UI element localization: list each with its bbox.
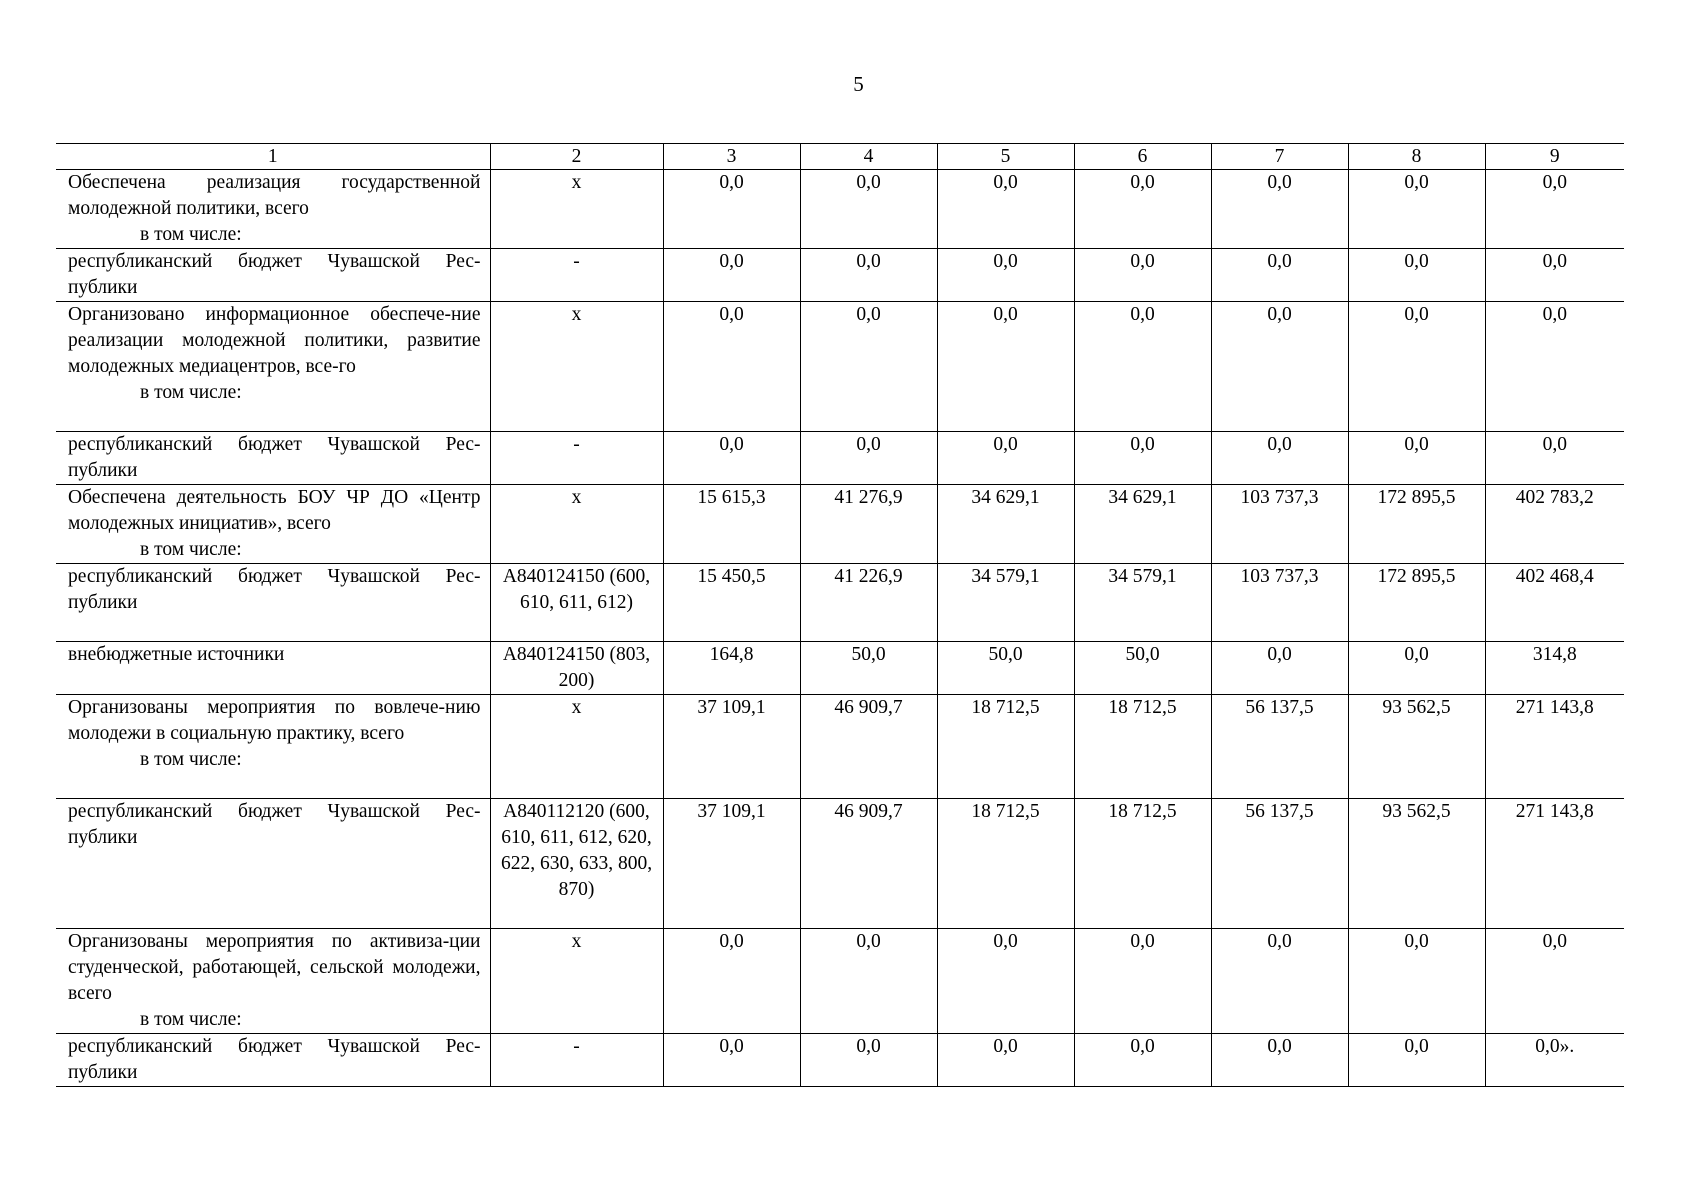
row-value-col-3: 164,8 [663, 642, 800, 695]
row-code: - [490, 432, 663, 485]
row-name: внебюджетные источники [68, 644, 285, 665]
row-value-col-7: 0,0 [1211, 432, 1348, 485]
column-header-6: 6 [1074, 144, 1211, 170]
row-name: Организованы мероприятия по вовлече-нию молодежи в социальную практику, всего [68, 697, 481, 744]
row-value-col-5: 0,0 [937, 249, 1074, 302]
row-value-col-7: 0,0 [1211, 929, 1348, 1034]
row-value-col-6: 0,0 [1074, 929, 1211, 1034]
row-code: x [490, 302, 663, 432]
row-value-col-3: 0,0 [663, 249, 800, 302]
row-value-col-3: 0,0 [663, 432, 800, 485]
row-value-col-7: 0,0 [1211, 642, 1348, 695]
row-value-col-4: 41 226,9 [800, 564, 937, 642]
row-value-col-3: 37 109,1 [663, 799, 800, 929]
row-value-col-5: 0,0 [937, 1034, 1074, 1087]
row-value-col-9: 402 468,4 [1485, 564, 1624, 642]
row-name: республиканский бюджет Чувашской Рес-публики [68, 566, 481, 613]
row-value-col-4: 0,0 [800, 1034, 937, 1087]
row-name: республиканский бюджет Чувашской Рес-публики [68, 434, 481, 481]
row-name-cell [56, 432, 490, 485]
row-name-cell [56, 249, 490, 302]
row-value-col-3: 0,0 [663, 1034, 800, 1087]
row-value-col-6: 0,0 [1074, 302, 1211, 432]
row-value-col-8: 0,0 [1348, 929, 1485, 1034]
row-value-col-8: 0,0 [1348, 170, 1485, 249]
row-value-col-8: 0,0 [1348, 1034, 1485, 1087]
row-value-col-4: 46 909,7 [800, 799, 937, 929]
row-name: Обеспечена реализация государственной молодежной политики, всего [68, 172, 481, 219]
row-value-col-3: 15 615,3 [663, 485, 800, 564]
header-row [56, 144, 1624, 170]
row-value-col-5: 34 579,1 [937, 564, 1074, 642]
row-value-col-5: 18 712,5 [937, 799, 1074, 929]
row-value-col-6: 34 629,1 [1074, 485, 1211, 564]
row-value-col-5: 0,0 [937, 170, 1074, 249]
row-name-cell [56, 799, 490, 929]
row-value-col-4: 46 909,7 [800, 695, 937, 799]
row-code: А840124150 (803, 200) [490, 642, 663, 695]
row-value-col-3: 0,0 [663, 302, 800, 432]
row-value-col-8: 0,0 [1348, 432, 1485, 485]
table-row [56, 1034, 1624, 1087]
row-value-col-7: 103 737,3 [1211, 564, 1348, 642]
row-value-col-6: 0,0 [1074, 249, 1211, 302]
row-value-col-6: 34 579,1 [1074, 564, 1211, 642]
column-header-2: 2 [490, 144, 663, 170]
row-value-col-3: 37 109,1 [663, 695, 800, 799]
row-subtitle: в том числе: [140, 539, 242, 560]
row-subtitle: в том числе: [140, 224, 242, 245]
row-value-col-8: 93 562,5 [1348, 799, 1485, 929]
row-value-col-6: 50,0 [1074, 642, 1211, 695]
row-value-col-7: 103 737,3 [1211, 485, 1348, 564]
budget-table [56, 143, 1624, 1087]
column-header-9: 9 [1485, 144, 1624, 170]
row-name-cell [56, 302, 490, 432]
row-code: А840124150 (600, 610, 611, 612) [490, 564, 663, 642]
table-row [56, 432, 1624, 485]
row-value-col-5: 18 712,5 [937, 695, 1074, 799]
row-subtitle: в том числе: [140, 382, 242, 403]
row-value-col-9: 271 143,8 [1485, 799, 1624, 929]
row-value-col-9: 402 783,2 [1485, 485, 1624, 564]
column-header-8: 8 [1348, 144, 1485, 170]
row-value-col-6: 18 712,5 [1074, 799, 1211, 929]
row-name-cell [56, 485, 490, 564]
row-value-col-5: 0,0 [937, 302, 1074, 432]
table-row [56, 564, 1624, 642]
row-name: республиканский бюджет Чувашской Рес-публики [68, 1036, 481, 1083]
row-value-col-3: 15 450,5 [663, 564, 800, 642]
row-code: x [490, 485, 663, 564]
row-value-col-8: 0,0 [1348, 642, 1485, 695]
row-code: - [490, 249, 663, 302]
row-value-col-6: 0,0 [1074, 432, 1211, 485]
row-value-col-4: 0,0 [800, 249, 937, 302]
row-code: А840112120 (600, 610, 611, 612, 620, 622, 630, 633, 800, 870) [490, 799, 663, 929]
row-value-col-4: 0,0 [800, 170, 937, 249]
table-body [56, 170, 1624, 1087]
row-value-col-5: 50,0 [937, 642, 1074, 695]
row-value-col-9: 0,0 [1485, 249, 1624, 302]
table-row [56, 642, 1624, 695]
row-value-col-5: 34 629,1 [937, 485, 1074, 564]
row-name: Обеспечена деятельность БОУ ЧР ДО «Центр молодежных инициатив», всего [68, 487, 481, 534]
page-number: 5 [853, 72, 864, 96]
row-value-col-7: 0,0 [1211, 249, 1348, 302]
column-header-3: 3 [663, 144, 800, 170]
row-value-col-5: 0,0 [937, 929, 1074, 1034]
row-value-col-3: 0,0 [663, 929, 800, 1034]
table-row [56, 249, 1624, 302]
table-row [56, 929, 1624, 1034]
row-value-col-4: 0,0 [800, 302, 937, 432]
row-value-col-4: 0,0 [800, 432, 937, 485]
row-value-col-6: 0,0 [1074, 170, 1211, 249]
row-name: республиканский бюджет Чувашской Рес-публики [68, 801, 481, 848]
row-value-col-8: 93 562,5 [1348, 695, 1485, 799]
row-code: x [490, 929, 663, 1034]
row-name: Организовано информационное обеспече-ние реализации молодежной политики, развитие молодежных медиацентров, все-го [68, 304, 481, 377]
row-value-col-7: 0,0 [1211, 302, 1348, 432]
column-header-1: 1 [56, 144, 490, 170]
row-value-col-8: 172 895,5 [1348, 485, 1485, 564]
row-name-cell [56, 170, 490, 249]
row-name-cell [56, 1034, 490, 1087]
row-value-col-7: 56 137,5 [1211, 799, 1348, 929]
row-code: x [490, 695, 663, 799]
row-value-col-5: 0,0 [937, 432, 1074, 485]
row-value-col-9: 271 143,8 [1485, 695, 1624, 799]
row-value-col-8: 0,0 [1348, 302, 1485, 432]
table-row [56, 799, 1624, 929]
row-subtitle: в том числе: [140, 749, 242, 770]
row-value-col-3: 0,0 [663, 170, 800, 249]
row-value-col-9: 0,0 [1485, 929, 1624, 1034]
table-row [56, 170, 1624, 249]
row-value-col-4: 41 276,9 [800, 485, 937, 564]
row-code: x [490, 170, 663, 249]
row-value-col-7: 0,0 [1211, 170, 1348, 249]
row-value-col-4: 50,0 [800, 642, 937, 695]
table-row [56, 695, 1624, 799]
row-value-col-4: 0,0 [800, 929, 937, 1034]
column-header-4: 4 [800, 144, 937, 170]
row-value-col-9: 0,0 [1485, 302, 1624, 432]
row-code: - [490, 1034, 663, 1087]
row-name-cell [56, 695, 490, 799]
column-header-5: 5 [937, 144, 1074, 170]
row-name-cell [56, 929, 490, 1034]
row-value-col-6: 18 712,5 [1074, 695, 1211, 799]
row-value-col-7: 56 137,5 [1211, 695, 1348, 799]
row-value-col-9: 0,0 [1485, 432, 1624, 485]
row-value-col-9: 0,0». [1485, 1034, 1624, 1087]
row-name-cell [56, 642, 490, 695]
row-subtitle: в том числе: [140, 1009, 242, 1030]
row-value-col-8: 172 895,5 [1348, 564, 1485, 642]
row-value-col-8: 0,0 [1348, 249, 1485, 302]
row-value-col-9: 314,8 [1485, 642, 1624, 695]
row-name-cell [56, 564, 490, 642]
row-name: республиканский бюджет Чувашской Рес-публики [68, 251, 481, 298]
row-value-col-6: 0,0 [1074, 1034, 1211, 1087]
table-row [56, 302, 1624, 432]
table-row [56, 485, 1624, 564]
row-value-col-9: 0,0 [1485, 170, 1624, 249]
row-value-col-7: 0,0 [1211, 1034, 1348, 1087]
row-name: Организованы мероприятия по активиза-ции студенческой, работающей, сельской молодежи, всего [68, 931, 481, 1004]
column-header-7: 7 [1211, 144, 1348, 170]
